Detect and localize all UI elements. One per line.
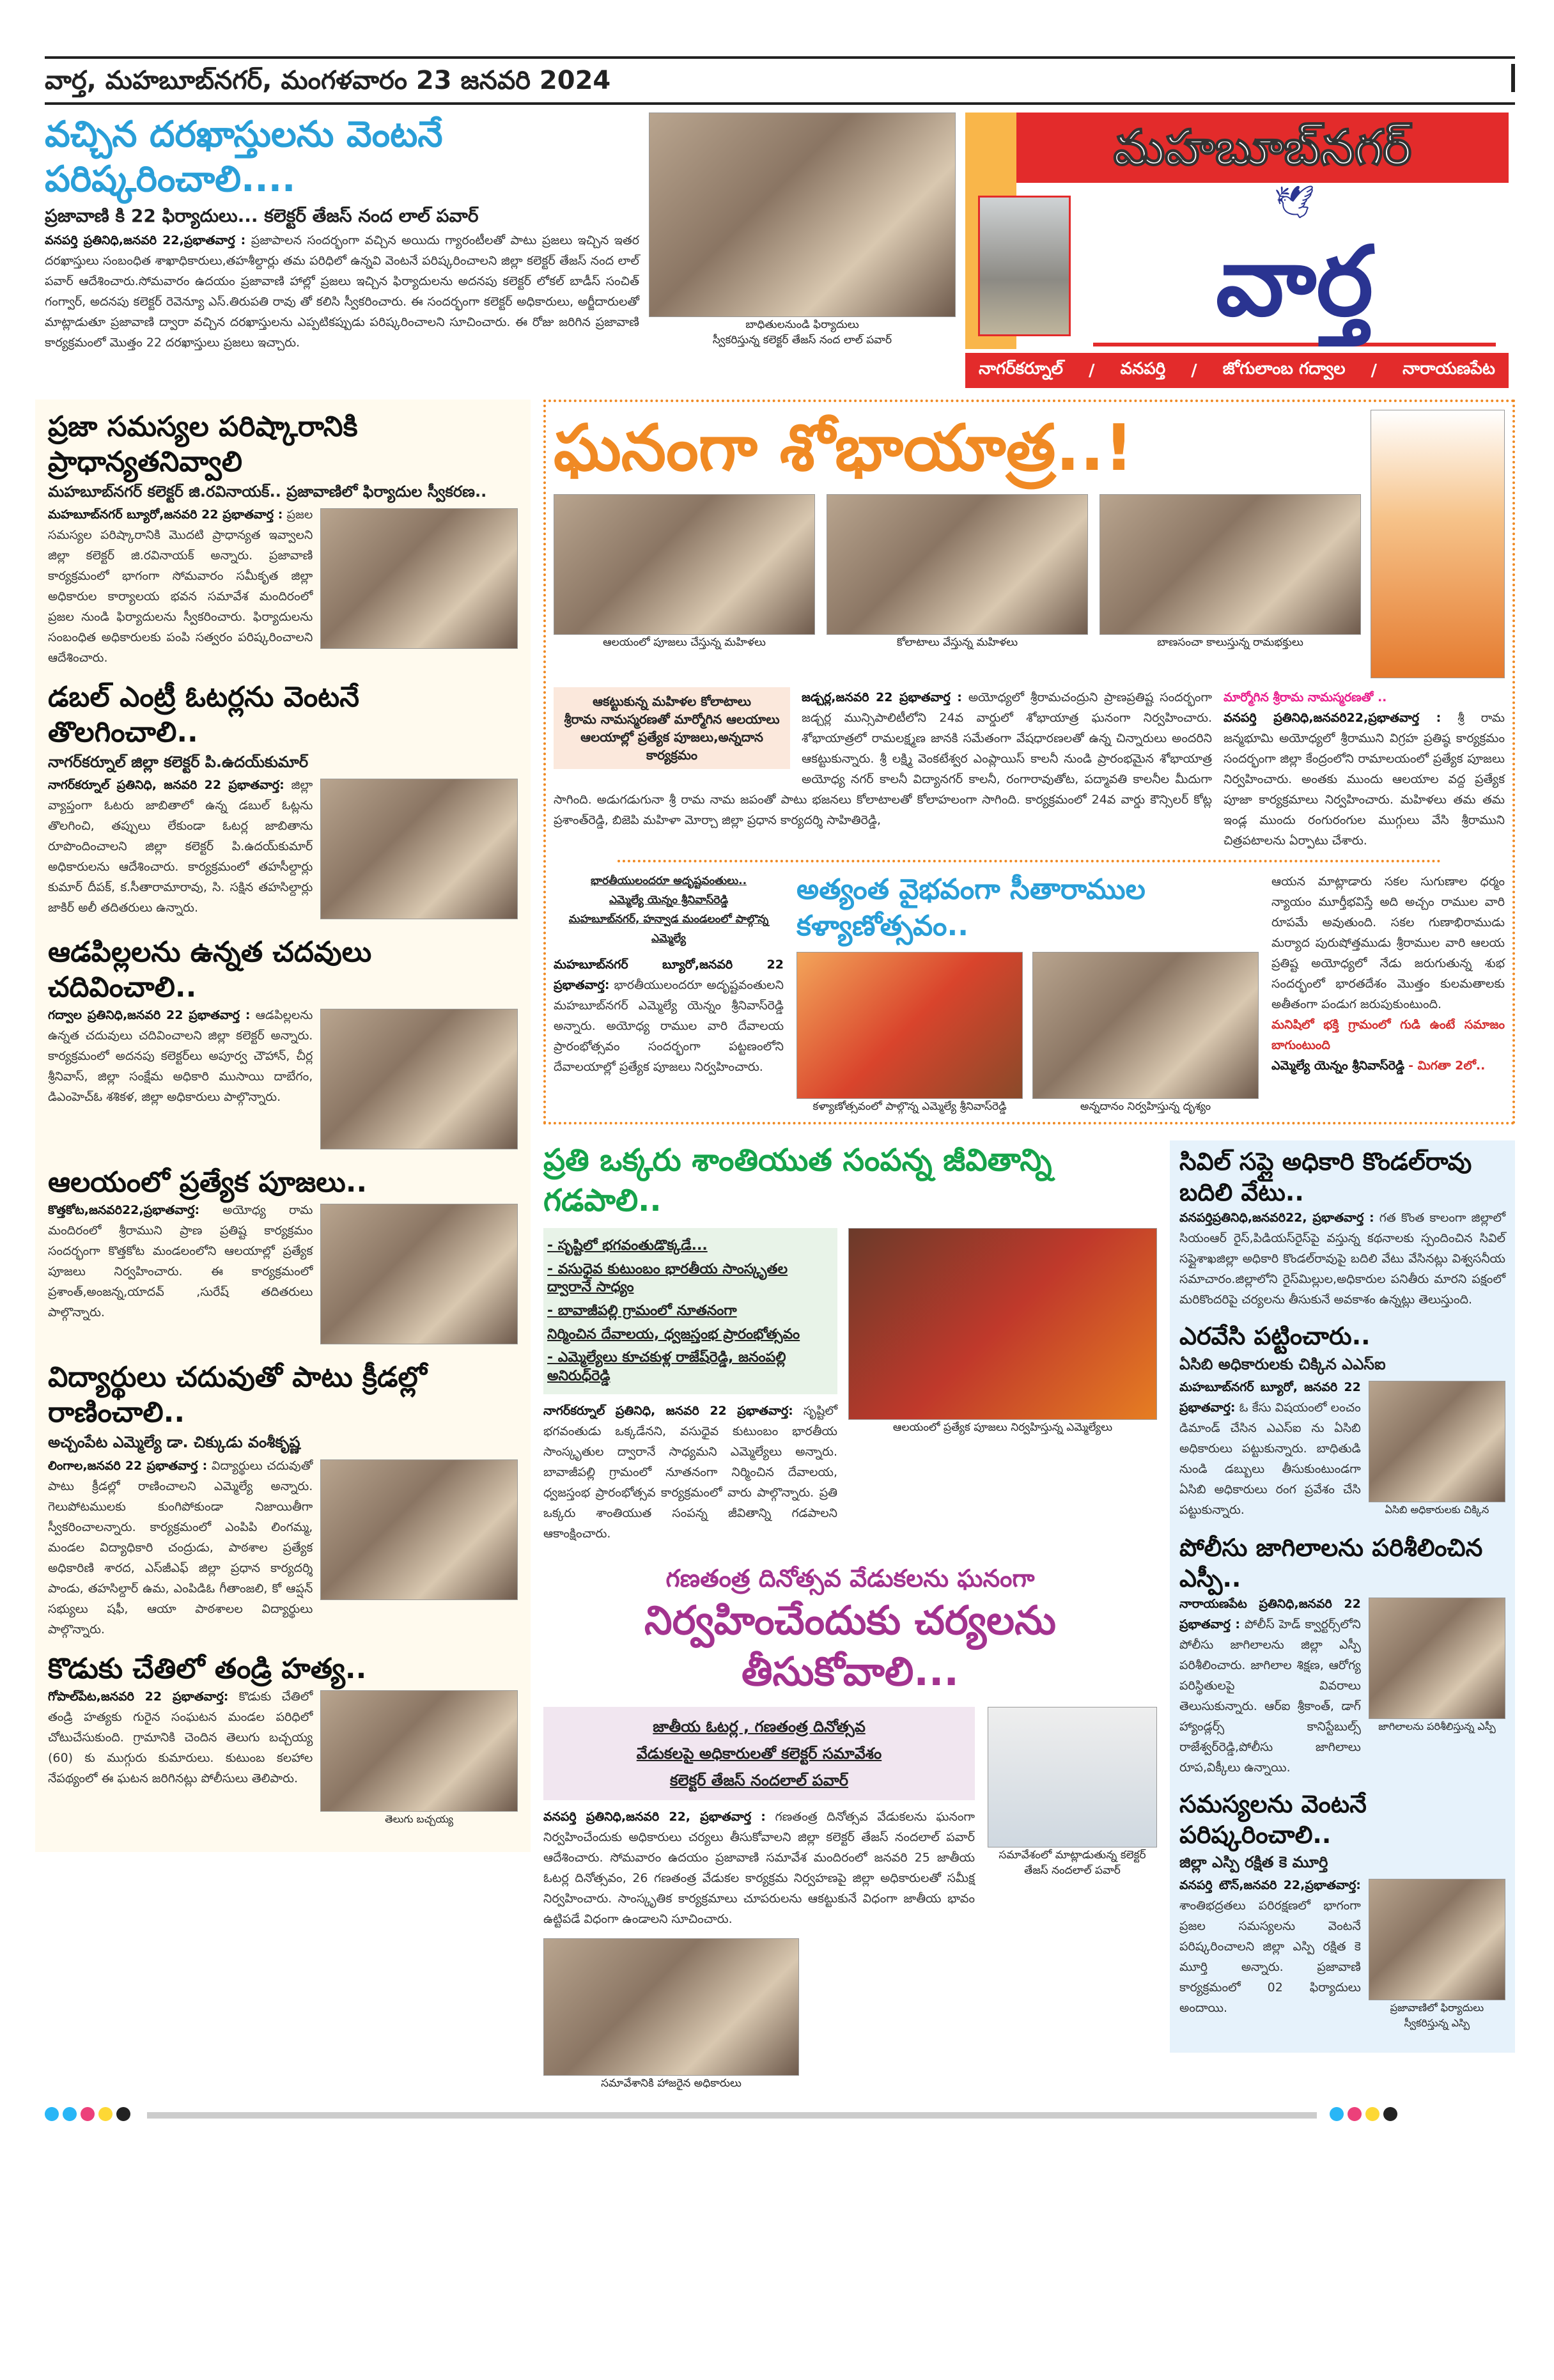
story-dateline: జడ్చర్ల,జనవరి 22 ప్రభాతవార్త : bbox=[802, 690, 962, 704]
story bbox=[1179, 1533, 1505, 1778]
kolatam-photo bbox=[827, 494, 1088, 635]
story-headline: కొడుకు చేతిలో తండ్రి హత్య.. bbox=[48, 1652, 367, 1685]
story-dateline: గద్వాల ప్రతినిధి,జనవరి 22 ప్రభాతవార్త : bbox=[48, 1008, 251, 1023]
story-headline: విద్యార్థులు చదువుతో పాటు క్రీడల్లో రాణించాలి.. bbox=[48, 1361, 427, 1429]
page-marker bbox=[1511, 64, 1515, 92]
officials-photo bbox=[543, 1938, 799, 2076]
divider bbox=[618, 860, 1441, 862]
kalyanam-headline: అత్యంత వైభవంగా సీతారాముల కళ్యాణోత్సవం.. bbox=[796, 873, 1146, 943]
photo-caption: తెలుగు బచ్చయ్య bbox=[385, 1812, 454, 1825]
district-label: నారాయణపేట bbox=[1402, 359, 1495, 378]
story-text: గణతంత్ర దినోత్సవ వేడుకలను ఘనంగా నిర్వహించేందుకు అధికారులు చర్యలు తీసుకోవాలని జిల్లా కలెక్టర్ తేజస్ నందలాల్ పవార్ ఆదేశించారు. సోమవారం ఉదయం ప్రజావాణి సమావేశ మందిరంలో జనవరి 25 జాతీయ ఓటర్ల దినోత్సవం, 26 గణతంత్ర వేడుకల కార్యక్రమ నిర్వహణపై జిల్లా అధికారులతో సమీక్ష నిర్వహించారు. సాంస్కృతిక కార్యక్రమాలు చూపరులను ఆకట్టుకునే విధంగా జాతీయ భావం ఉట్టిపడే విధంగా ఉండాలని సూచించారు. bbox=[543, 1809, 975, 1926]
story-photo bbox=[320, 1204, 518, 1344]
green-headline: ప్రతి ఒక్కరు శాంతియుత సంపన్న జీవితాన్ని గడపాలి.. bbox=[543, 1142, 1052, 1218]
green-body bbox=[543, 1401, 837, 1544]
footer-bar bbox=[147, 2112, 1317, 2119]
story-dateline: మహబూబ్‌నగర్ బ్యూరో, జనవరి 22 ప్రభాతవార్త: bbox=[1179, 1380, 1361, 1415]
fireworks-photo bbox=[1099, 494, 1361, 635]
headline: వచ్చిన దరఖాస్తులను వెంటనే పరిష్కరించాలి.... bbox=[45, 114, 443, 200]
story-photo bbox=[1369, 1598, 1505, 1719]
header-rule bbox=[45, 102, 1515, 105]
story-dateline: మహబూబ్‌నగర్ బ్యూరో,జనవరి 22 ప్రభాతవార్త: bbox=[554, 958, 784, 992]
photo-caption: ప్రజావాణిలో ఫిర్యాదులు స్వీకరిస్తున్న ఎస్పి bbox=[1390, 2002, 1484, 2030]
annadanam-photo bbox=[1032, 952, 1259, 1099]
story-photo bbox=[320, 1459, 518, 1600]
story-dateline: నారాయణపేట ప్రతినిధి,జనవరి 22 ప్రభాతవార్త : bbox=[1179, 1597, 1361, 1632]
kalyanam-highlights bbox=[554, 871, 784, 948]
story-text: విద్యార్థులు చదువుతో పాటు క్రీడల్లో రాణించాలని ఎమ్మెల్యే అన్నారు. గెలుపోటములకు కుంగిపోకుండా నిజాయితీగా స్వీకరించాలన్నారు. కార్యక్రమంలో ఎంపిపి లింగమ్మ, మండల విద్యాధికారి చంద్రుడు, పాఠశాల ప్రత్యేక అధికారిణి శారద, ఎస్‌జీఎఫ్ జిల్లా ప్రధాన కార్యదర్శి పాండు, తహసిల్దార్ ఉమ, ఎంపిడిఓ గీతాంజలి, కో ఆప్షన్ సభ్యులు షఫీ, ఆయా పాఠశాలల విద్యార్థులు పాల్గొన్నారు. bbox=[48, 1458, 313, 1637]
story bbox=[48, 935, 518, 1153]
photo-caption: స్వీకరిస్తున్న కలెక్టర్ తేజస్ నంద లాల్ పవార్ bbox=[712, 334, 892, 346]
highlight: ఆలయాల్లో ప్రత్యేక పూజలు,అన్నదాన కార్యక్రమం bbox=[580, 729, 763, 763]
photo-caption: ఆలయంలో ప్రత్యేక పూజలు నిర్వహిస్తున్న ఎమ్మెల్యేలు bbox=[892, 1421, 1113, 1435]
story-dateline: వనపర్తి టౌన్,జనవరి 22,ప్రభాతవార్త: bbox=[1179, 1878, 1361, 1893]
right-column bbox=[1170, 1140, 1515, 2053]
child-rama-photo bbox=[1371, 410, 1505, 678]
kalyanam-right bbox=[1271, 871, 1505, 1076]
bullet: - ఎమ్మెల్యేలు కూచకుళ్ల రాజేష్‌రెడ్డి, జనంపల్లి అనిరుధ్‌రెడ్డి bbox=[547, 1349, 786, 1384]
collector-meeting-photo bbox=[988, 1707, 1157, 1847]
shobhayatra-headline: ఘనంగా శోభాయాత్ర..! bbox=[554, 410, 1133, 485]
story-dateline: వనపర్తిప్రతినిధి,జనవరి22, ప్రభాతవార్త : bbox=[1179, 1211, 1374, 1225]
top-rule bbox=[45, 56, 1515, 59]
side-headline: మార్మోగిన శ్రీరామ నామస్మరణతో .. bbox=[1224, 690, 1387, 704]
side-story bbox=[1224, 687, 1505, 851]
story bbox=[48, 1360, 518, 1639]
story bbox=[48, 680, 518, 923]
district-bar: నాగర్‌కర్నూల్ / వనపర్తి / జోగులాంబ గద్వాల / నారాయణపేట bbox=[965, 353, 1509, 388]
photo-caption: కళ్యాణోత్సవంలో పాల్గొన్న ఎమ్మెల్యే శ్రీనివాస్‌రెడ్డి bbox=[812, 1100, 1007, 1114]
purple-body bbox=[543, 1807, 975, 1929]
story bbox=[1179, 1789, 1505, 2035]
story-dateline: వనపర్తి ప్రతినిధి,జనవరి22,ప్రభాతవార్త : bbox=[1224, 711, 1441, 725]
photo-caption: బాణసంచా కాలుస్తున్న రామభక్తులు bbox=[1157, 636, 1303, 649]
story-dateline: నాగర్‌కర్నూల్ ప్రతినిధి, జనవరి 22 ప్రభాతవార్త: bbox=[48, 778, 284, 793]
story-photo bbox=[320, 508, 518, 649]
kalyanam-photo bbox=[796, 952, 1023, 1099]
story-subheadline: జిల్లా ఎస్పి రక్షిత కె మూర్తి bbox=[1179, 1853, 1328, 1872]
photo-caption: ఏసిబి అధికారులకు చిక్కిన bbox=[1385, 1504, 1489, 1516]
story-body: ప్రజాపాలన సందర్భంగా వచ్చిన అయిదు గ్యారంటీలతో పాటు ప్రజలు ఇచ్చిన ఇతర దరఖాస్తులు సంబంధిత శాఖాధికారులు,తహశీల్దార్లు తమ పరిధిలో ఉన్నవి వెంటనే పరిష్కరించాలని జిల్లా కలెక్టర్ తేజస్ నంద లాల్ పవార్ ఆదేశించారు.సోమవారం ఉదయం ప్రజావాణి హాల్లో ప్రజలు ఇచ్చిన ఫిర్యాదులను అదనపు కలెక్టర్ లోకల్ బాడీస్ సంచిత్ గంగ్వార్, అదనపు కలెక్టర్ రెవెన్యూ ఎస్.తిరుపతి రావు తో కలిసి స్వీకరించారు. ఈ సందర్భంగా కలెక్టర్ అధికారులు, అర్జీదారులతో మాట్లాడుతూ ప్రజావాణి ద్వారా వచ్చిన దరఖాస్తులను ఎప్పటికప్పుడు పరిష్కరించాలని సూచించారు. ఈ రోజు జరిగిన ప్రజావాణి కార్యక్రమంలో మొత్తం 22 దరఖాస్తులు ప్రజలు ఇచ్చారు. bbox=[45, 233, 640, 350]
story-dateline: గోపాల్‌పేట,జనవరి 22 ప్రభాతవార్త: bbox=[48, 1689, 229, 1704]
color-registration-marks bbox=[45, 2107, 134, 2124]
highlight: ఆకట్టుకున్న మహిళల కోలాటాలు bbox=[593, 694, 751, 709]
side-headline: మనిషిలో భక్తి గ్రామంలో గుడి ఉంటే సమాజం బాగుంటుంది bbox=[1271, 1018, 1505, 1052]
left-column bbox=[35, 400, 531, 1852]
story-headline: సివిల్ సప్లై అధికారి కొండల్‌రావు బదిలి వేటు.. bbox=[1179, 1147, 1472, 1206]
story-subheadline: నాగర్‌కర్నూల్ జిల్లా కలెక్టర్ పి.ఉదయ్‌కుమార్ bbox=[48, 753, 309, 772]
story-text: జిల్లా వ్యాప్తంగా ఓటరు జాబితాలో ఉన్న డబుల్ ఓట్లను తొలగించి, తప్పులు లేకుండా ఓటర్ల జాబితాను రూపొందించాలని జిల్లా కలెక్టర్ పి.ఉదయ్‌కుమార్ అధికారులను ఆదేశించారు. కార్యక్రమంలో తహసీల్దార్లు కుమార్ దీపక్, క.సీతారామారావు, సి. సక్షిన తహసిల్దార్లు జాకిర్ అలీ తదితరులు ఉన్నారు. bbox=[48, 778, 313, 915]
story-text: ఆడపిల్లలను ఉన్నత చదువులు చదివించాలని జిల్లా కలెక్టర్ అన్నారు. కార్యక్రమంలో అదనపు కలెక్టర్‌లు అపూర్వ చౌహాన్, చీర్ల శ్రీనివాస్, జిల్లా సంక్షేమ అధికారి ముసాయి దాబేగం, డిఎంహెచ్‌ఓ శశికళ, జిల్లా అధికారులు పాల్గొన్నారు. bbox=[48, 1008, 313, 1105]
story-dateline: వనపర్తి ప్రతినిధి,జనవరి 22, ప్రభాతవార్త : bbox=[543, 1809, 766, 1824]
highlight: కలెక్టర్ తేజస్ నందలాల్ పవార్ bbox=[670, 1771, 848, 1789]
side-sub: ఎమ్మెల్యే యెన్నం శ్రీనివాస్‌రెడ్డి bbox=[1271, 1059, 1405, 1073]
highlight: భారతీయులందరూ అదృష్టవంతులు.. bbox=[590, 875, 747, 887]
story-dateline: కొత్తకోట,జనవరి22,ప్రభాతవార్త: bbox=[48, 1203, 200, 1218]
story-text: సృష్టిలో భగవంతుడు ఒక్కడేనని, వసుధైవ కుటుంబం భారతీయ సాంస్కృతుల ద్వారానే సాధ్యమని ఎమ్మెల్యేలు అన్నారు. బావాజీపల్లి గ్రామంలో నూతనంగా నిర్మించిన దేవాలయ, ధ్వజస్తంభ ప్రారంభోత్సవ కార్యక్రమంలో వారు పాల్గొన్నారు. ప్రతి ఒక్కరు శాంతియుత సంపన్న జీవితాన్ని గడపాలని ఆకాంక్షించారు. bbox=[543, 1404, 837, 1541]
story-photo bbox=[320, 779, 518, 919]
bullet: - బావాజీపల్లి గ్రామంలో నూతనంగా bbox=[547, 1302, 737, 1319]
bullet: - సృష్టిలో భగవంతుడొక్కడే... bbox=[547, 1238, 708, 1254]
story-photo bbox=[320, 1690, 518, 1812]
story-dateline: మహబూబ్‌నగర్ బ్యూరో,జనవరి 22 ప్రభాతవార్త : bbox=[48, 508, 283, 522]
story-text: గత కొంత కాలంగా జిల్లాలో సియంఆర్ రైస్,పిడియస్‌రైస్‌పై వస్తున్న కథనాలకు స్పందించిన సివిల్ సప్లైశాఖజిల్లా అధికారి కొండల్‌రావుపై బదిలి వేటు వేసినట్లు విశ్వసనీయ సమాచారం.జిల్లాలోని రైస్‌మిల్లుల,అధికారుల పనితీరు మారని పక్షంలో మరికొందరిపై చర్యలను తీసుకునే అవకాశం ఉన్నట్లు తెలుస్తుంది. bbox=[1179, 1211, 1505, 1307]
highlight: జాతీయ ఓటర్ల , గణతంత్ర దినోత్సవ bbox=[653, 1717, 866, 1736]
story-photo bbox=[1369, 1879, 1505, 2000]
story-headline: ఆడపిల్లలను ఉన్నత చదవులు చదివించాలి.. bbox=[48, 936, 372, 1004]
story-text: అయోధ్య రామ మందిరంలో శ్రీరాముని ప్రాణ ప్రతిష్ట కార్యక్రమం సందర్భంగా కొత్తకోట మండలంలోని ఆలయాల్లో ప్రత్యేక పూజలు నిర్వహించారు. ఈ కార్యక్రమంలో ప్రశాంత్,అంజన్న,యాదవ్ ,సురేష్ తదితరులు పాల్గొన్నారు. bbox=[48, 1203, 313, 1320]
collector-photo bbox=[649, 113, 956, 317]
story-text: భారతీయులందరూ అదృష్టవంతులని మహబూబ్‌నగర్ ఎమ్మెల్యే యెన్నం శ్రీనివాస్‌రెడ్డి అన్నారు. అయోధ్య రాముల వారి దేవాలయ ప్రారంభోత్సవం సందర్భంగా పట్టణంలోని దేవాలయాల్లో ప్రత్యేక పూజలు నిర్వహించారు. bbox=[554, 978, 784, 1074]
story-headline: ఆలయంలో ప్రత్యేక పూజలు.. bbox=[48, 1166, 368, 1199]
masthead bbox=[965, 113, 1509, 388]
story bbox=[48, 409, 518, 668]
photo-caption: అన్నదానం నిర్వహిస్తున్న దృశ్యం bbox=[1080, 1100, 1211, 1114]
purple-highlights bbox=[543, 1707, 975, 1800]
photo-caption: కోలాటాలు వేస్తున్న మహిళలు bbox=[896, 636, 1018, 649]
shobhayatra-box bbox=[543, 400, 1515, 1124]
masthead-logo: వార్త bbox=[1215, 226, 1374, 338]
story-headline: సమస్యలను వెంటనే పరిష్కరించాలి.. bbox=[1179, 1790, 1367, 1849]
story-dateline: వనపర్తి ప్రతినిధి,జనవరి 22,ప్రభాతవార్త : bbox=[45, 233, 246, 248]
story-photo bbox=[1369, 1381, 1505, 1502]
story-headline: ఎరవేసి పట్టించారు.. bbox=[1179, 1322, 1371, 1351]
highlights-box bbox=[554, 687, 790, 769]
story bbox=[1179, 1321, 1505, 1521]
story bbox=[1179, 1147, 1505, 1310]
photo-caption: ఆలయంలో పూజలు చేస్తున్న మహిళలు bbox=[603, 636, 766, 649]
temple-photo bbox=[554, 494, 815, 635]
story bbox=[48, 1651, 518, 1831]
story-headline: ప్రజా సమస్యల పరిష్కారానికి ప్రాధాన్యతనివ్వాలి bbox=[48, 410, 358, 478]
story-subheadline: మహబూబ్‌నగర్ కలెక్టర్ జి.రవినాయక్.. ప్రజావాణిలో ఫిర్యాదుల స్వీకరణ.. bbox=[48, 483, 487, 501]
masthead-region: మహబూబ్‌నగర్ bbox=[1016, 113, 1509, 183]
district-label: నాగర్‌కర్నూల్ bbox=[979, 359, 1063, 378]
highlight: ఎమ్మెల్యే యెన్నం శ్రీనివాస్‌రెడ్డి bbox=[609, 894, 729, 906]
story-text: అయోధ్యలో శ్రీరామచంద్రుని ప్రాణప్రతిష్ట సందర్భంగా జడ్చర్ల మున్సిపాలిటీలోని 24వ వార్డులో శోభాయాత్ర ఘనంగా నిర్వహించారు. శోభాయాత్రలో రామలక్ష్మణ జానకి సమేతంగా వేషధారణలతో ఉన్న చిన్నారులు అందరిని ఆకట్టుకున్నారు. శ్రీ లక్ష్మి వెంకటేశ్వర ఎంప్లాయిస్ కాలనీ నుండి ప్రారంభమైన శోభాయాత్ర అయోధ్య నగర్ కాలనీ విద్యానగర్ కాలనీ, రంగారావుతోట, పద్మావతి కాలనీల మీదుగా సాగింది. అడుగడుగునా శ్రీ రామ నామ జపంతో పాటు భజనలు కోలాటాలతో కోలాహలంగా సాగింది. కార్యక్రమంలో 24వ వార్డు కౌన్సిలర్ కోట్ల ప్రశాంత్‌రెడ్డి, బిజెపి మహిళా మోర్చా జిల్లా ప్రధాన కార్యదర్శి సాహితిరెడ్డి, bbox=[554, 690, 1212, 827]
purple-headline: నిర్వహించేందుకు చర్యలను తీసుకోవాలి... bbox=[644, 1596, 1056, 1695]
story-text: పోలీస్ హెడ్ క్వార్టర్స్‌లోని పోలీసు జాగిలాలను జిల్లా ఎస్పీ పరిశీలించారు. జాగిలాల శిక్షణ, ఆరోగ్య పరిస్థితులపై వివరాలు తెలుసుకున్నారు. ఆర్‌ఐ శ్రీకాంత్, డాగ్ హ్యాండ్లర్స్ కానిస్టేబుల్స్ రాజేశ్వర్‌రెడ్డి,పోలీసు జాగిలాలు రూప,విక్కీలు ఉన్నాయి. bbox=[1179, 1617, 1361, 1775]
story-headline: డబల్ ఎంట్రీ ఓటర్లను వెంటనే తొలగించాలి.. bbox=[48, 681, 360, 749]
photo-caption: సమావేశంలో మాట్లాడుతున్న కలెక్టర్ తేజస్ నందలాల్ పవార్ bbox=[998, 1848, 1146, 1877]
highlight: వేడుకలపై అధికారులతో కలెక్టర్ సమావేశం bbox=[636, 1744, 882, 1762]
story-text: ఆయన మాట్లాడారు సకల సుగుణాల ధర్మం న్యాయం మూర్తీభవిస్తే అది అచ్చం రాముల వారి రూపమే అవుతుంది. సకల గుణాభిరాముడు మర్యాద పురుషోత్తముడు శ్రీరాముల వారి ఆలయ ప్రతిష్ట అయోధ్యలో నేడు జరుగుతున్న శుభ సందర్భంలో భారతదేశం మొత్తం కులమతాలకు అతీతంగా పండుగ జరుపుకుంటుంది. bbox=[1271, 875, 1505, 1011]
story-text: ఓ కేసు విషయంలో లంచం డిమాండ్ చేసిన ఎఎస్‌ఐ ను ఏసిబి అధికారులు పట్టుకున్నారు. బాధితుడి నుండి డబ్బులు తీసుకుంటుండగా ఏసిబి అధికారులు రంగ ప్రవేశం చేసి పట్టుకున్నారు. bbox=[1179, 1401, 1361, 1518]
kalyanam-body bbox=[554, 954, 784, 1077]
story-dateline: లింగాల,జనవరి 22 ప్రభాతవార్త : bbox=[48, 1458, 208, 1473]
story-text: కొడుకు చేతిలో తండ్రి హత్యకు గురైన సంఘటన మండల పరిధిలో చోటుచేసుకుంది. గ్రామానికి చెందిన తెలుగు బచ్చయ్య (60) కు ముగ్గురు కుమారులు. కుటుంబ కలహాల నేపథ్యంలో ఈ ఘటన జరిగినట్లు పోలీసులు తెలిపారు. bbox=[48, 1689, 313, 1785]
story-photo bbox=[320, 1009, 518, 1149]
story-text: శాంతిభద్రతలు పరిరక్షణలో భాగంగా ప్రజల సమస్యలను వెంటనే పరిష్కరించాలని జిల్లా ఎస్పి రక్షిత కె మూర్తి అన్నారు. ప్రజావాణి కార్యక్రమంలో 02 ఫిర్యాదులు అందాయి. bbox=[1179, 1899, 1361, 2016]
dove-icon: 🕊 bbox=[1274, 183, 1315, 221]
story-dateline: నాగర్‌కర్నూల్ ప్రతినిధి, జనవరి 22 ప్రభాతవార్త: bbox=[543, 1404, 793, 1419]
district-label: వనపర్తి bbox=[1120, 359, 1166, 378]
color-registration-marks bbox=[1330, 2107, 1401, 2124]
top-story bbox=[45, 113, 639, 353]
dam-photo bbox=[978, 196, 1071, 336]
district-label: జోగులాంబ గద్వాల bbox=[1222, 359, 1346, 378]
story-subheadline: ఏసిబి అధికారులకు చిక్కిన ఎఎస్‌ఐ bbox=[1179, 1355, 1386, 1373]
story bbox=[48, 1165, 518, 1348]
dateline: వార్త, మహబూబ్‌నగర్, మంగళవారం 23 జనవరి 2024 bbox=[45, 66, 611, 95]
subheadline: ప్రజావాణి కి 22 ఫిర్యాదులు... కలెక్టర్ తేజస్ నంద లాల్ పవార్ bbox=[45, 205, 479, 226]
highlight: మహబూబ్‌నగర్, హన్వాడ మండలంలో పాల్గొన్న ఎమ్మెల్యే bbox=[568, 913, 769, 945]
bullet: - వసుధైవ కుటుంబం భారతీయ సాంస్కృతల ద్వారానే సాధ్యం bbox=[547, 1261, 788, 1296]
green-bullets bbox=[543, 1228, 837, 1394]
mla-temple-photo bbox=[848, 1228, 1157, 1420]
highlight: శ్రీరామ నామస్మరణతో మార్మోగిన ఆలయాలు bbox=[564, 712, 780, 727]
story-subheadline: అచ్చంపేట ఎమ్మెల్యే డా. చిక్కుడు వంశీకృష్ణ bbox=[48, 1433, 300, 1452]
photo-caption: సమావేశానికి హాజరైన అధికారులు bbox=[601, 2076, 742, 2090]
photo-caption: జాగిలాలను పరిశీలిస్తున్న ఎస్పీ bbox=[1378, 1720, 1496, 1733]
story-headline: పోలీసు జాగిలాలను పరిశీలించిన ఎస్పీ.. bbox=[1179, 1534, 1483, 1592]
purple-kicker: గణతంత్ర దినోత్సవ వేడుకలను ఘనంగా bbox=[665, 1564, 1035, 1593]
bullet: నిర్మించిన దేవాలయ, ధ్వజస్తంభ ప్రారంభోత్సవం bbox=[547, 1326, 800, 1342]
continued-label: - మిగతా 2లో.. bbox=[1408, 1059, 1486, 1073]
photo-caption: బాధితులనుండి ఫిర్యాదులు bbox=[745, 318, 859, 331]
story-text: శ్రీ రామ జన్మభూమి అయోధ్యలో శ్రీరాముని విగ్రహ ప్రతిష్ఠ కార్యక్రమం సందర్భంగా జిల్లా కేంద్రంలోని రామాలయంలో ప్రత్యేక పూజలు నిర్వహించారు. అంతకు ముందు ఆలయాల వద్ద ప్రత్యేక పూజా కార్యక్రమాలు నిర్వహించారు. మహిళలు తమ తమ ఇండ్ల ముందు రంగురంగుల ముగ్గులు వేసి శ్రీరాముని చిత్రపటాలను ఏర్పాటు చేశారు. bbox=[1224, 711, 1505, 848]
story-text: ప్రజల సమస్యల పరిష్కారానికి మొదటి ప్రాధాన్యత ఇవ్వాలని జిల్లా కలెక్టర్ జి.రవినాయక్ అన్నారు. ప్రజావాణి కార్యక్రమంలో భాగంగా సోమవారం సమీకృత జిల్లా అధికారుల కార్యాలయ భవన సమావేశ మందిరంలో ప్రజల నుండి ఫిర్యాదులను స్వీకరించారు. ఫిర్యాదులను సంబంధిత అధికారులకు పంపి సత్వరం పరిష్కరించాలని ఆదేశించారు. bbox=[48, 508, 313, 665]
